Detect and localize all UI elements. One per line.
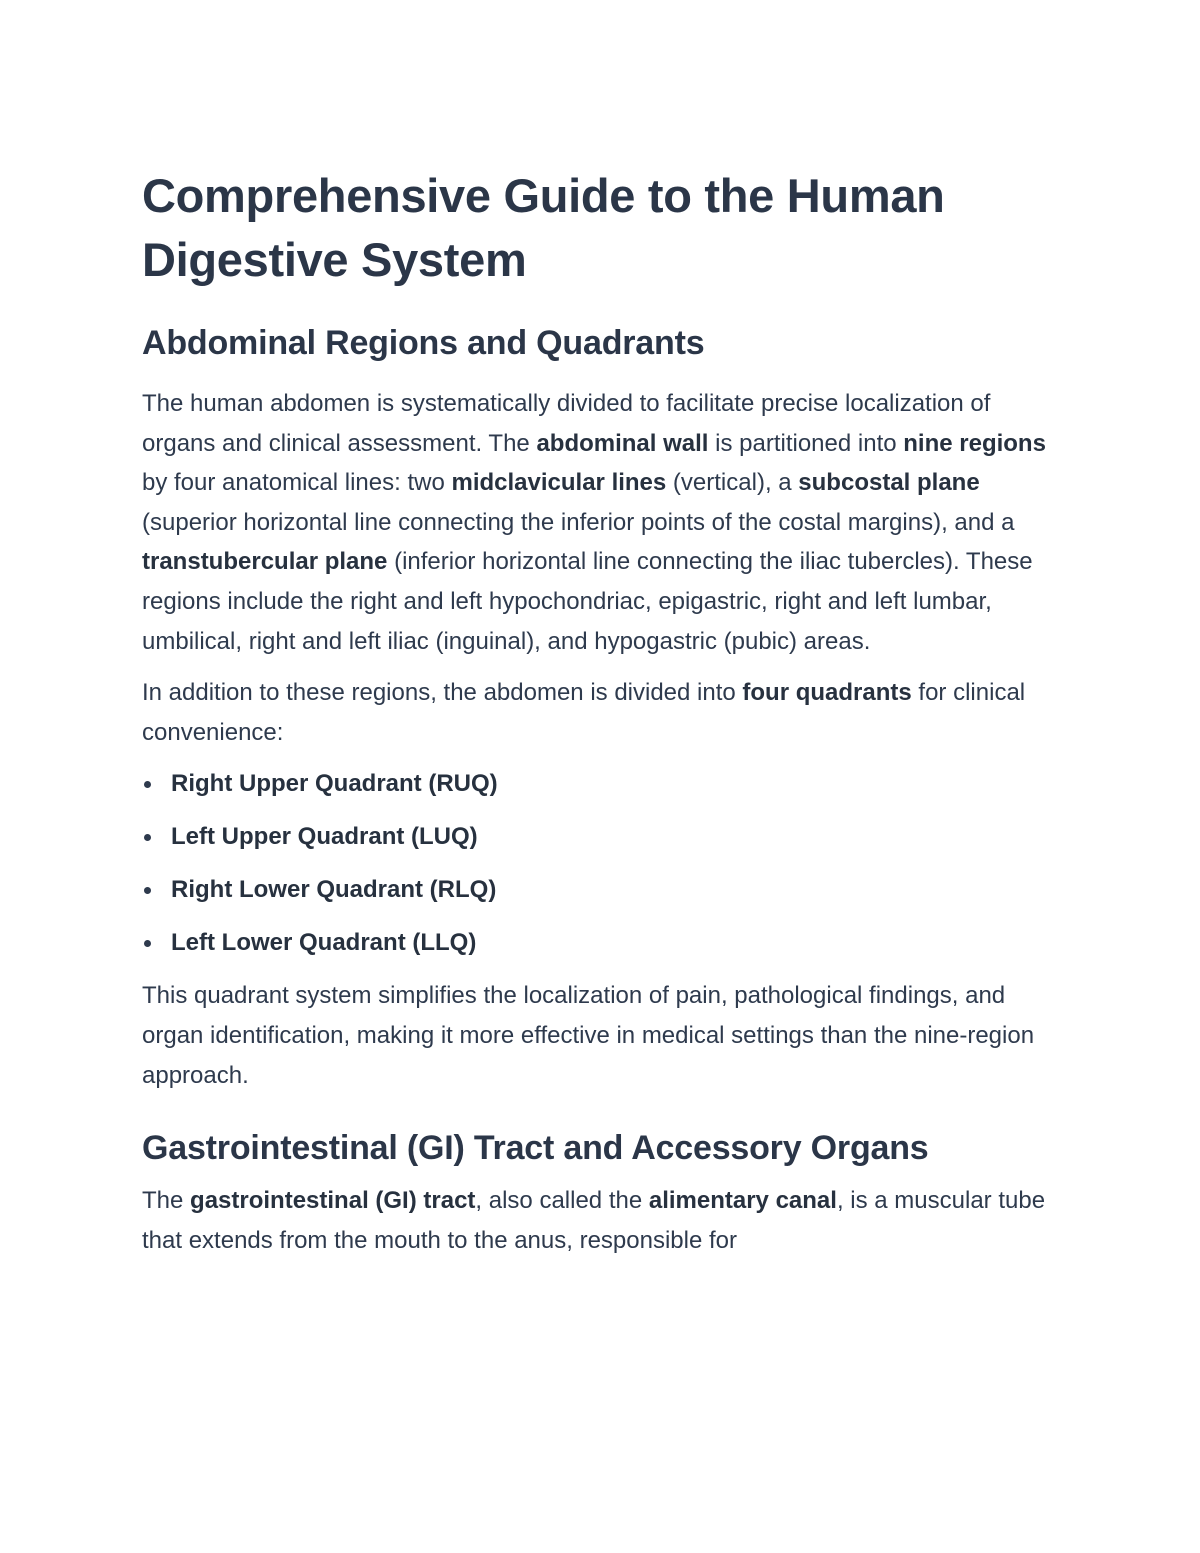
list-item-label: Right Upper Quadrant (RUQ) <box>171 770 498 798</box>
list-item-llq <box>142 923 1052 963</box>
bullet-icon <box>144 834 151 841</box>
list-item-label: Right Lower Quadrant (RLQ) <box>171 876 497 904</box>
bullet-icon <box>144 940 151 947</box>
bold-term-midclavicular-lines: midclavicular lines <box>451 469 667 497</box>
text-run: , is a muscular tube that extends from the mouth to the anus, responsible for <box>142 1187 1046 1254</box>
text-run: is partitioned into <box>708 429 904 457</box>
text-run: (inferior horizontal line connecting the iliac tubercles). These regions include the right and left hypochondriac, epigastric, right and left lumbar, umbilical, right and left iliac (inguinal), and hypogastric (pubic) areas. <box>142 548 1033 655</box>
section-heading-abdominal-regions: Abdominal Regions and Quadrants <box>142 324 705 362</box>
text-run: The <box>142 1187 191 1215</box>
bullet-icon <box>144 781 151 788</box>
list-item-label: Left Lower Quadrant (LLQ) <box>171 929 477 957</box>
list-item-luq <box>142 817 1052 857</box>
page-title: Comprehensive Guide to the Human Digestive System <box>142 169 945 286</box>
bold-term-subcostal-plane: subcostal plane <box>798 469 980 497</box>
quadrant-list <box>142 764 1052 963</box>
section-heading-gi-tract: Gastrointestinal (GI) Tract and Accessory Organs <box>142 1129 929 1168</box>
list-item-rlq <box>142 870 1052 910</box>
list-item-label: Left Upper Quadrant (LUQ) <box>171 823 478 851</box>
bold-term-nine-regions: nine regions <box>903 429 1046 457</box>
paragraph-abdominal-regions <box>142 384 1052 661</box>
text-run: (vertical), a <box>666 469 799 497</box>
paragraph-quadrant-system: This quadrant system simplifies the localization of pain, pathological findings, and organ identification, making it more effective in medical settings than the nine-region approach. <box>142 982 1035 1089</box>
text-run: The human abdomen is systematically divided to facilitate precise localization of organs and clinical assessment. The <box>142 390 991 457</box>
bold-term-gi-tract: gastrointestinal (GI) tract <box>190 1187 476 1215</box>
list-item-ruq <box>142 764 1052 804</box>
text-run: for clinical convenience: <box>142 679 1026 746</box>
document-page <box>142 164 1052 1272</box>
text-run: by four anatomical lines: two <box>142 469 452 497</box>
paragraph-quadrants-intro <box>142 673 1052 752</box>
bold-term-alimentary-canal: alimentary canal <box>648 1187 837 1215</box>
text-run: (superior horizontal line connecting the inferior points of the costal margins), and a <box>142 508 1015 536</box>
text-run: In addition to these regions, the abdomen is divided into <box>142 679 743 707</box>
bold-term-transtubercular-plane: transtubercular plane <box>142 548 388 576</box>
text-run: , also called the <box>475 1187 649 1215</box>
bullet-icon <box>144 887 151 894</box>
paragraph-gi-tract <box>142 1181 1052 1260</box>
bold-term-four-quadrants: four quadrants <box>742 679 912 707</box>
bold-term-abdominal-wall: abdominal wall <box>536 429 709 457</box>
